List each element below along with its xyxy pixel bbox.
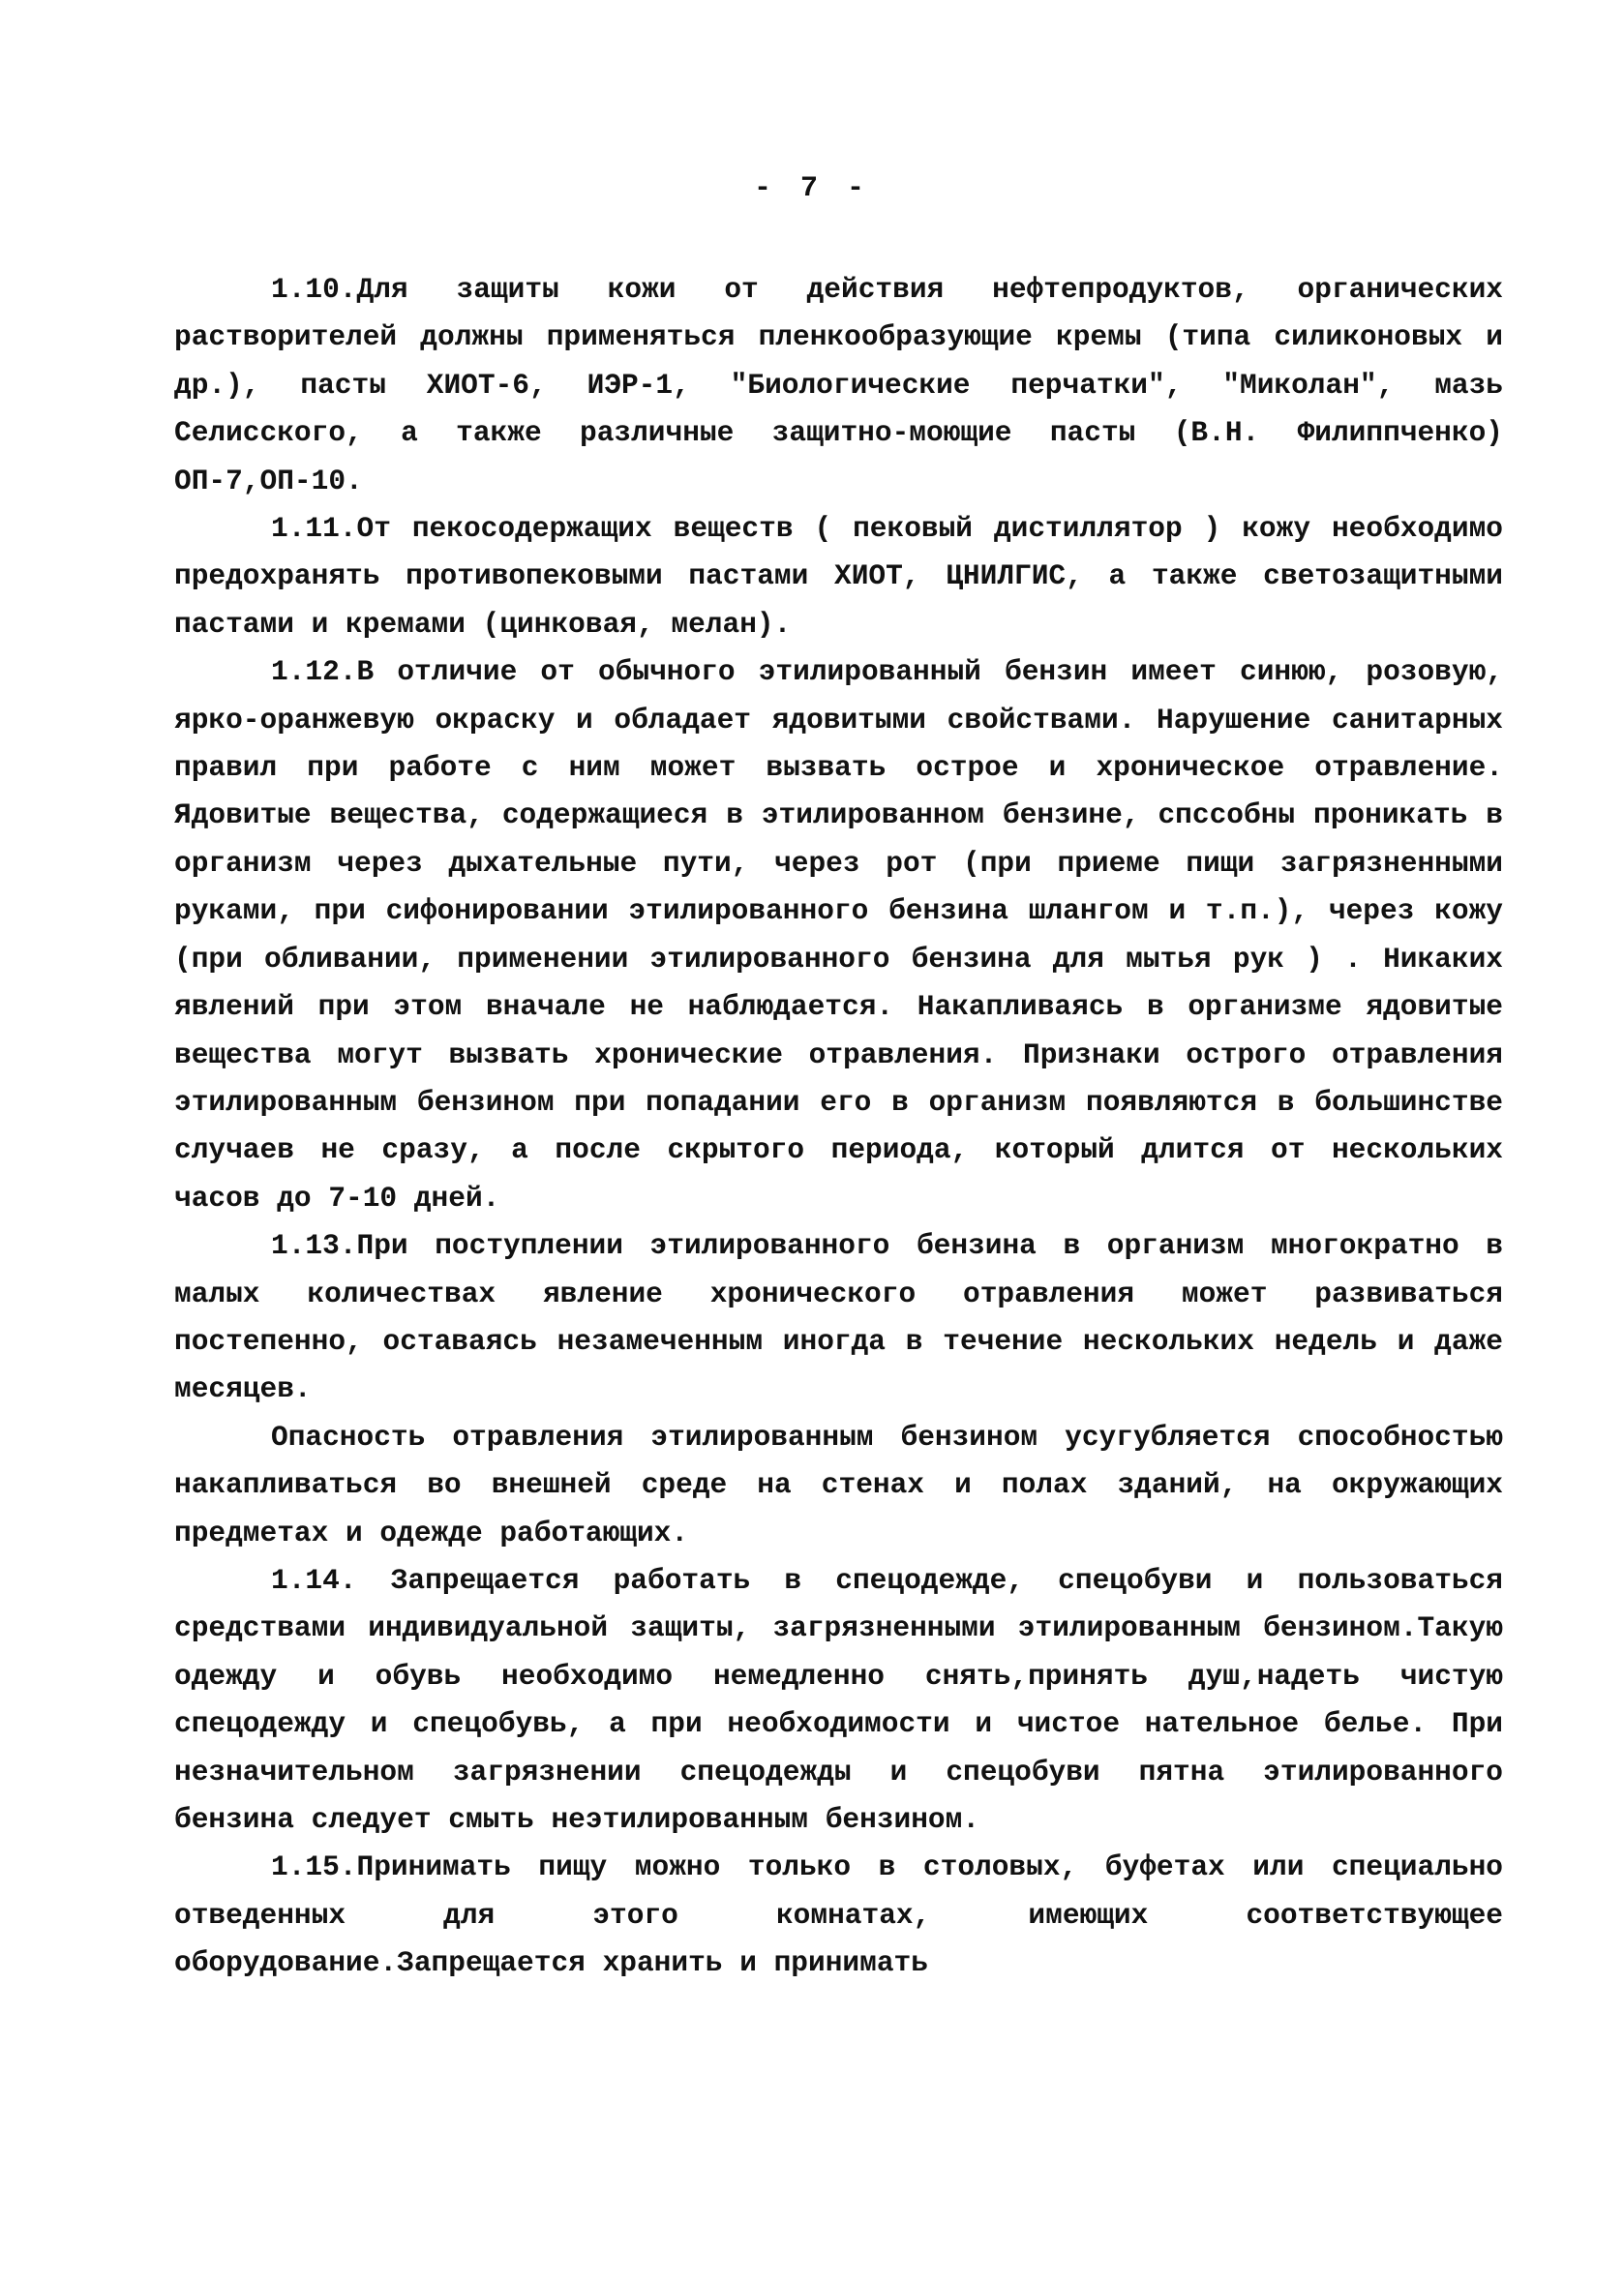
paragraph-1-11: 1.11.От пекосодержащих веществ ( пековый дистиллятор ) кожу необходимо предохранять противопековыми пастами ХИОТ, ЦНИЛГИС, а также светозащитными пастами и кремами (цинковая, мелан).	[174, 512, 1503, 641]
paragraph-1-12: 1.12.В отличие от обычного этилированный бензин имеет синюю, розовую, ярко-оранжевую окраску и обладает ядовитыми свойствами. Нарушение санитарных правил при работе с ним может вызвать острое и хроническое отравление. Ядовитые вещества, содержащиеся в этилированном бензине, спссобны проникать в организм через дыхательные пути, через рот (при приеме пищи загрязненными руками, при сифонировании этилированного бензина шлангом и т.п.), через кожу (при обливании, применении этилированного бензина для мытья рук ) . Никаких явлений при этом вначале не наблюдается. Накапливаясь в организме ядовитые вещества могут вызвать хронические отравления. Признаки острого отравления этилированным бензином при попадании его в организм появляются в большинстве случаев не сразу, а после скрытого периода, который длится от нескольких часов до 7-10 дней.	[174, 655, 1503, 1215]
page-number: - 7 -	[753, 172, 870, 205]
paragraph-1-13: 1.13.При поступлении этилированного бензина в организм многократно в малых количествах явление хронического отравления может развиваться постепенно, оставаясь незамеченным иногда в течение нескольких недель и даже месяцев.	[174, 1229, 1503, 1406]
document-body	[174, 266, 1503, 1988]
paragraph-danger-note: Опасность отравления этилированным бензином усугубляется способностью накапливаться во внешней среде на стенах и полах зданий, на окружающих предметах и одежде работающих.	[174, 1420, 1503, 1549]
paragraph-1-10: 1.10.Для защиты кожи от действия нефтепродуктов, органических растворителей должны применяться пленкообразующие кремы (типа силиконовых и др.), пасты ХИОТ-6, ИЭР-1, "Биологические перчатки", "Миколан", мазь Селисского, а также различные защитно-моющие пасты (В.Н. Филиппченко) ОП-7,ОП-10.	[174, 273, 1503, 497]
paragraph-1-14: 1.14. Запрещается работать в спецодежде, спецобуви и пользоваться средствами индивидуальной защиты, загрязненными этилированным бензином.Такую одежду и обувь необходимо немедленно снять,принять душ,надеть чистую спецодежду и спецобувь, а при необходимости и чистое нательное белье. При незначительном загрязнении спецодежды и спецобуви пятна этилированного бензина следует смыть неэтилированным бензином.	[174, 1563, 1503, 1836]
paragraph-1-15: 1.15.Принимать пищу можно только в столовых, буфетах или специально отведенных для этого комнатах, имеющих соответствующее оборудование.Запрещается хранить и принимать	[174, 1850, 1503, 1980]
